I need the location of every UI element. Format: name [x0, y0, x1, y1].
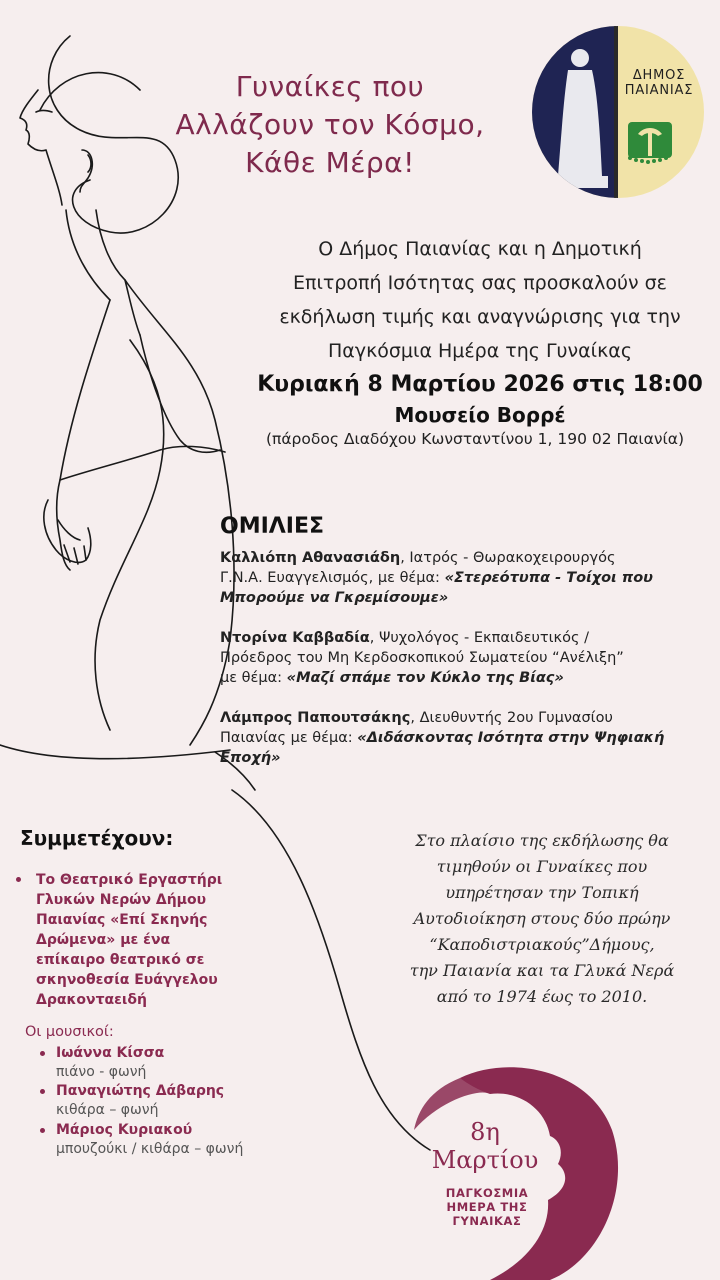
theatre-line-5: επίκαιρο θεατρικό σε [36, 952, 205, 968]
bullet [40, 1089, 45, 1094]
honor-line-5: “Καποδιστριακούς”Δήμους, [429, 935, 655, 954]
municipality-logo [528, 26, 708, 198]
logo-text-line-2: ΠΑΙΑΝΙΑΣ [624, 83, 694, 98]
event-address: (πάροδος Διαδόχου Κωνσταντίνου 1, 190 02 Παιανία) [265, 430, 685, 448]
speeches-heading: ΟΜΙΛΙΕΣ [220, 514, 325, 539]
badge-caption-line-1: ΠΑΓΚΟΣΜΙΑ [445, 1186, 529, 1200]
speaker-role: , Ιατρός - Θωρακοχειρουργός [400, 550, 616, 566]
bullet [40, 1128, 45, 1133]
musician-name: Παναγιώτης Δάβαρης [56, 1083, 225, 1099]
theatre-group-item [16, 870, 256, 1010]
title-line-3: Κάθε Μέρα! [245, 146, 415, 179]
badge-date-line-2: Μαρτίου [431, 1146, 539, 1174]
theatre-line-1: Το Θεατρικό Εργαστήρι [36, 872, 223, 888]
speaker-role: , Διευθυντής 2ου Γυμνασίου [410, 710, 613, 726]
speaker-detail: Παιανίας με θέμα: [220, 730, 358, 746]
honor-line-2: τιμηθούν οι Γυναίκες που [436, 857, 648, 876]
honor-text [372, 828, 712, 1010]
theatre-line-7: Δρακονταειδή [36, 992, 147, 1008]
badge-caption-line-2: ΗΜΕΡΑ ΤΗΣ [446, 1200, 528, 1214]
speaker-item [220, 628, 690, 688]
musician-name: Ιωάννα Κίσσα [56, 1045, 165, 1061]
title-line-1: Γυναίκες που [235, 70, 425, 103]
speaker-name: Ντορίνα Καββαδία [220, 630, 370, 646]
honor-line-7: από το 1974 έως το 2010. [436, 987, 648, 1006]
speech-topic-cont: Εποχή» [220, 750, 281, 766]
bullet [16, 877, 21, 882]
theatre-line-6: σκηνοθεσία Ευάγγελου [36, 972, 218, 988]
speech-topic: «Μαζί σπάμε τον Κύκλο της Βίας» [286, 670, 564, 686]
speaker-name: Καλλιόπη Αθανασιάδη [220, 550, 401, 566]
musician-role: μπουζούκι / κιθάρα – φωνή [56, 1141, 244, 1157]
event-datetime: Κυριακή 8 Μαρτίου 2026 στις 18:00 [257, 372, 703, 397]
intro-line-3: εκδήλωση τιμής και αναγνώρισης για την [279, 306, 681, 328]
speaker-item [220, 708, 690, 768]
logo-text-line-1: ΔΗΜΟΣ [632, 68, 686, 83]
theatre-line-3: Παιανίας «Επί Σκηνής [36, 912, 208, 928]
speech-topic-cont: Μπορούμε να Γκρεμίσουμε» [220, 590, 449, 606]
intro-line-4: Παγκόσμια Ημέρα της Γυναίκας [328, 340, 632, 362]
honor-line-1: Στο πλαίσιο της εκδήλωσης θα [415, 831, 669, 850]
event-title [150, 68, 510, 182]
logo-text [620, 68, 698, 98]
badge-date [410, 1118, 560, 1174]
speaker-detail: Γ.Ν.Α. Ευαγγελισμός, με θέμα: [220, 570, 445, 586]
honor-line-6: την Παιανία και τα Γλυκά Νερά [409, 961, 675, 980]
event-venue: Μουσείο Βορρέ [394, 403, 566, 427]
honor-line-3: υπηρέτησαν την Τοπική [445, 883, 639, 902]
intro-line-2: Επιτροπή Ισότητας σας προσκαλούν σε [293, 272, 667, 294]
musician-item [40, 1044, 300, 1082]
badge-date-line-1: 8η [470, 1118, 500, 1146]
badge-caption [410, 1186, 564, 1228]
theatre-line-2: Γλυκών Νερών Δήμου [36, 892, 207, 908]
intro-line-1: Ο Δήμος Παιανίας και η Δημοτική [318, 238, 642, 260]
musician-name: Μάριος Κυριακού [56, 1122, 193, 1138]
title-line-2: Αλλάζουν τον Κόσμο, [175, 108, 485, 141]
musician-role: κιθάρα – φωνή [56, 1102, 159, 1118]
honor-line-4: Αυτοδιοίκηση στους δύο πρώην [413, 909, 671, 928]
invitation-text [250, 232, 710, 368]
theatre-line-4: Δρώμενα» με ένα [36, 932, 171, 948]
speech-topic: «Διδάσκοντας Ισότητα στην Ψηφιακή [357, 730, 665, 746]
bullet [40, 1051, 45, 1056]
musicians-heading: Οι μουσικοί: [25, 1024, 114, 1040]
speaker-role: , Ψυχολόγος - Εκπαιδευτικός / [369, 630, 589, 646]
speaker-name: Λάμπρος Παπουτσάκης [220, 710, 411, 726]
speaker-item [220, 548, 690, 608]
musician-role: πιάνο - φωνή [56, 1064, 147, 1080]
speech-topic: «Στερεότυπα - Τοίχοι που [444, 570, 653, 586]
speaker-detail: Πρόεδρος του Μη Κερδοσκοπικού Σωματείου “Ανέλιξη” [220, 650, 624, 666]
musician-item [40, 1082, 300, 1120]
speaker-detail-cont: με θέμα: [220, 670, 287, 686]
participants-heading: Συμμετέχουν: [20, 826, 174, 850]
musician-item [40, 1121, 300, 1159]
badge-caption-line-3: ΓΥΝΑΙΚΑΣ [452, 1214, 522, 1228]
